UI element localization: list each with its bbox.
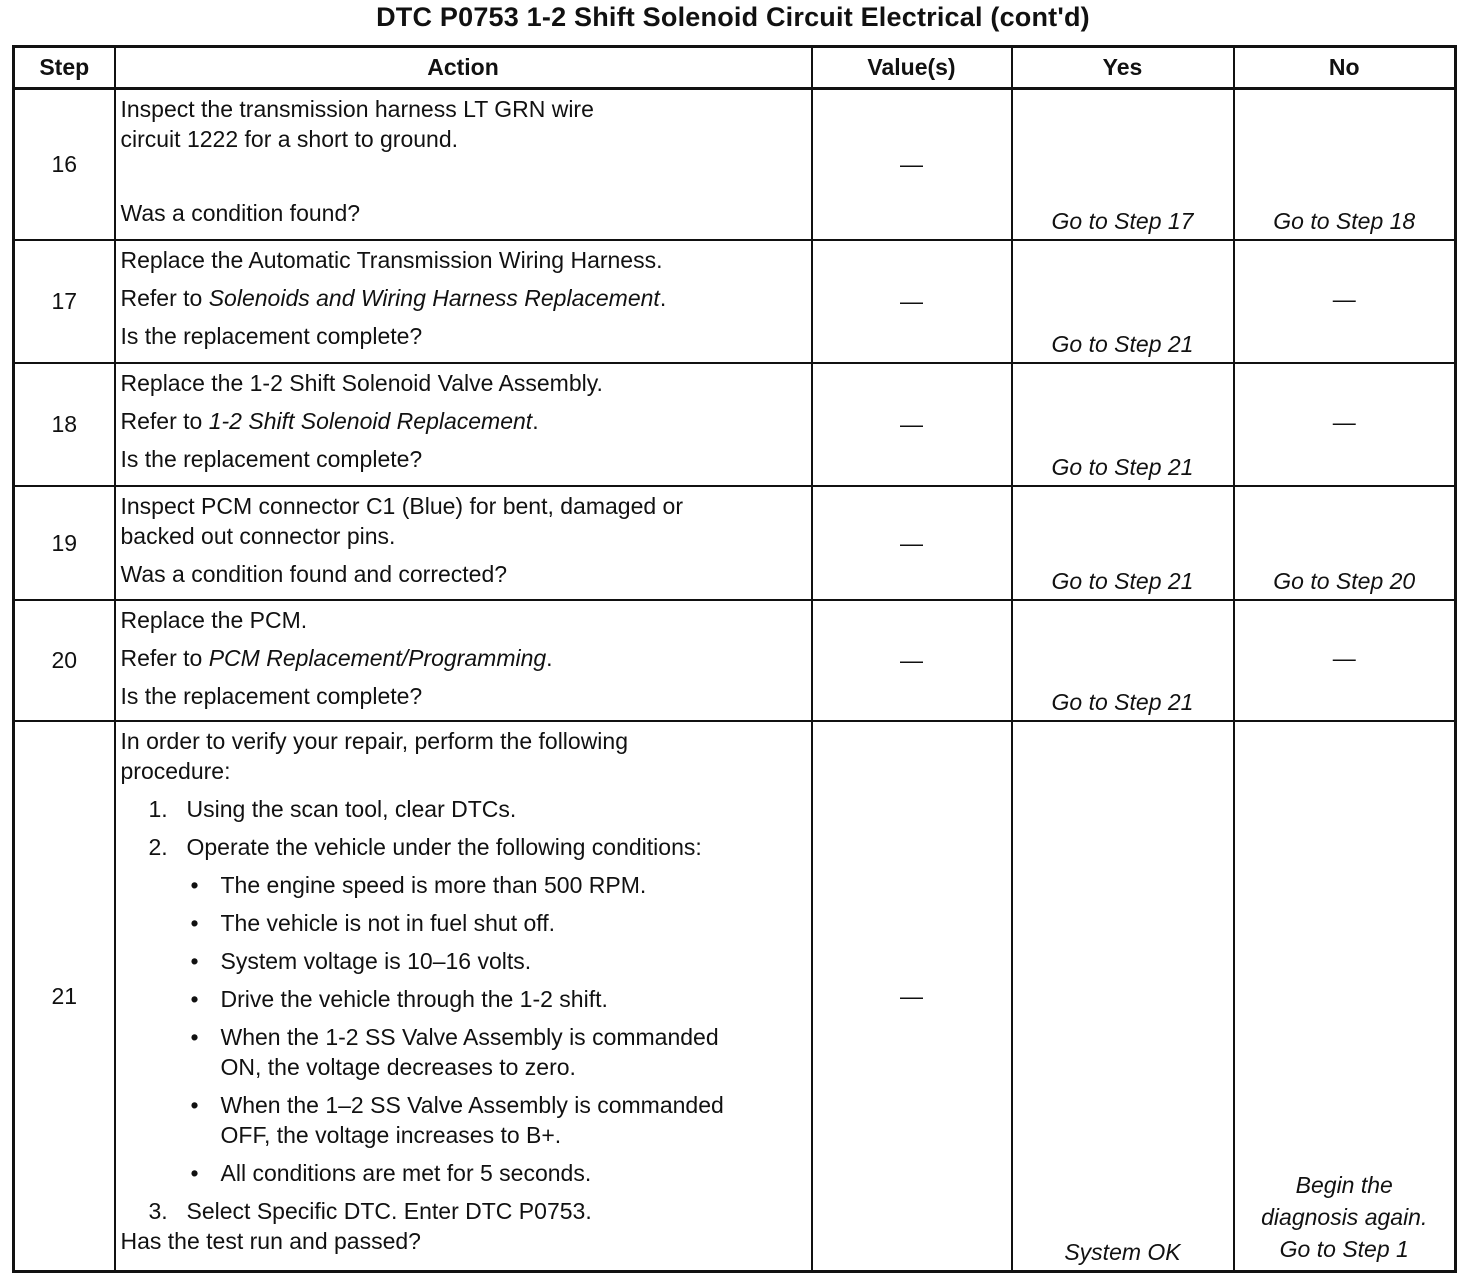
action-text: Replace the PCM. [120, 607, 308, 633]
no-text: Go to Step 1 [1279, 1236, 1409, 1262]
table-row [14, 486, 1456, 600]
no-cell [1234, 721, 1456, 1272]
action-text: procedure: [120, 758, 231, 784]
table-row [14, 363, 1456, 486]
action-text: Inspect PCM connector C1 (Blue) for bent, damaged or [120, 493, 684, 519]
step-number: 20 [14, 600, 115, 721]
no-cell: Go to Step 20 [1234, 486, 1456, 600]
procedure-step-number: 2. [148, 834, 168, 860]
action-text: Replace the Automatic Transmission Wiring Harness. [120, 247, 663, 273]
condition-text: OFF, the voltage increases to B+. [220, 1122, 562, 1148]
bullet-icon: • [190, 910, 199, 936]
condition-item [121, 984, 805, 1014]
refer-suffix: . [659, 285, 667, 311]
procedure-step-text: Using the scan tool, clear DTCs. [186, 796, 517, 822]
procedure-step-text: Operate the vehicle under the following conditions: [186, 834, 702, 860]
condition-item [121, 908, 805, 938]
condition-text: System voltage is 10–16 volts. [220, 948, 532, 974]
condition-item [121, 946, 805, 976]
action-reference [121, 406, 805, 436]
yes-cell: System OK [1012, 721, 1234, 1272]
refer-link[interactable]: 1-2 Shift Solenoid Replacement [208, 408, 533, 434]
action-cell [115, 89, 812, 241]
no-text: Begin the [1295, 1172, 1393, 1198]
value-cell: — [812, 363, 1012, 486]
table-row [14, 89, 1456, 241]
procedure-step [121, 832, 805, 862]
table-row [14, 600, 1456, 721]
condition-text: When the 1-2 SS Valve Assembly is commanded [220, 1024, 719, 1050]
action-text: Inspect the transmission harness LT GRN wire [120, 96, 594, 122]
condition-text: ON, the voltage decreases to zero. [220, 1054, 576, 1080]
bullet-icon: • [190, 872, 199, 898]
action-reference [121, 283, 805, 313]
action-question: Was a condition found and corrected? [120, 561, 508, 587]
condition-text: When the 1–2 SS Valve Assembly is commanded [220, 1092, 724, 1118]
bullet-icon: • [190, 1092, 199, 1118]
procedure-step-number: 1. [148, 796, 168, 822]
action-question: Is the replacement complete? [120, 323, 423, 349]
header-step: Step [14, 47, 115, 89]
condition-item [121, 1022, 805, 1082]
yes-cell: Go to Step 17 [1012, 89, 1234, 241]
yes-cell: Go to Step 21 [1012, 363, 1234, 486]
condition-text: The engine speed is more than 500 RPM. [220, 872, 647, 898]
no-cell: — [1234, 600, 1456, 721]
refer-link[interactable]: Solenoids and Wiring Harness Replacement [208, 285, 660, 311]
no-text: diagnosis again. [1261, 1204, 1428, 1230]
refer-link[interactable]: PCM Replacement/Programming [208, 645, 547, 671]
action-text: circuit 1222 for a short to ground. [120, 126, 459, 152]
procedure-step [121, 1196, 805, 1226]
value-cell: — [812, 240, 1012, 363]
step-number: 21 [14, 721, 115, 1272]
yes-cell: Go to Step 21 [1012, 600, 1234, 721]
procedure-step-text: Select Specific DTC. Enter DTC P0753. [186, 1198, 592, 1224]
condition-item [121, 870, 805, 900]
action-text: Replace the 1-2 Shift Solenoid Valve Assembly. [120, 370, 603, 396]
step-number: 18 [14, 363, 115, 486]
condition-item [121, 1090, 805, 1150]
bullet-icon: • [190, 986, 199, 1012]
procedure-step [121, 794, 805, 824]
action-cell [115, 240, 812, 363]
condition-text: Drive the vehicle through the 1-2 shift. [220, 986, 608, 1012]
header-no: No [1234, 47, 1456, 89]
condition-text: All conditions are met for 5 seconds. [220, 1160, 592, 1186]
step-number: 17 [14, 240, 115, 363]
action-text: In order to verify your repair, perform the following [120, 728, 629, 754]
refer-suffix: . [532, 408, 539, 434]
bullet-icon: • [190, 1160, 199, 1186]
action-question: Is the replacement complete? [120, 683, 423, 709]
yes-cell: Go to Step 21 [1012, 486, 1234, 600]
action-cell [115, 721, 812, 1272]
diagnostic-table [12, 45, 1457, 1273]
value-cell: — [812, 600, 1012, 721]
action-cell [115, 363, 812, 486]
page-title: DTC P0753 1-2 Shift Solenoid Circuit Electrical (cont'd) [376, 2, 1090, 32]
action-question: Has the test run and passed? [120, 1228, 421, 1254]
refer-prefix: Refer to [120, 645, 209, 671]
header-action: Action [115, 47, 812, 89]
header-yes: Yes [1012, 47, 1234, 89]
refer-suffix: . [546, 645, 553, 671]
refer-prefix: Refer to [120, 408, 209, 434]
action-question: Is the replacement complete? [120, 446, 423, 472]
action-cell [115, 600, 812, 721]
action-reference [121, 643, 805, 673]
value-cell: — [812, 486, 1012, 600]
step-number: 16 [14, 89, 115, 241]
value-cell: — [812, 721, 1012, 1272]
no-cell: — [1234, 363, 1456, 486]
no-cell: — [1234, 240, 1456, 363]
condition-text: The vehicle is not in fuel shut off. [220, 910, 556, 936]
bullet-icon: • [190, 1024, 199, 1050]
table-row [14, 721, 1456, 1272]
bullet-icon: • [190, 948, 199, 974]
action-question: Was a condition found? [120, 200, 361, 226]
action-text: backed out connector pins. [120, 523, 396, 549]
yes-cell: Go to Step 21 [1012, 240, 1234, 363]
no-cell: Go to Step 18 [1234, 89, 1456, 241]
header-values: Value(s) [812, 47, 1012, 89]
step-number: 19 [14, 486, 115, 600]
header-row [14, 47, 1456, 89]
refer-prefix: Refer to [120, 285, 209, 311]
procedure-step-number: 3. [148, 1198, 168, 1224]
action-cell [115, 486, 812, 600]
condition-item [121, 1158, 805, 1188]
value-cell: — [812, 89, 1012, 241]
table-row [14, 240, 1456, 363]
